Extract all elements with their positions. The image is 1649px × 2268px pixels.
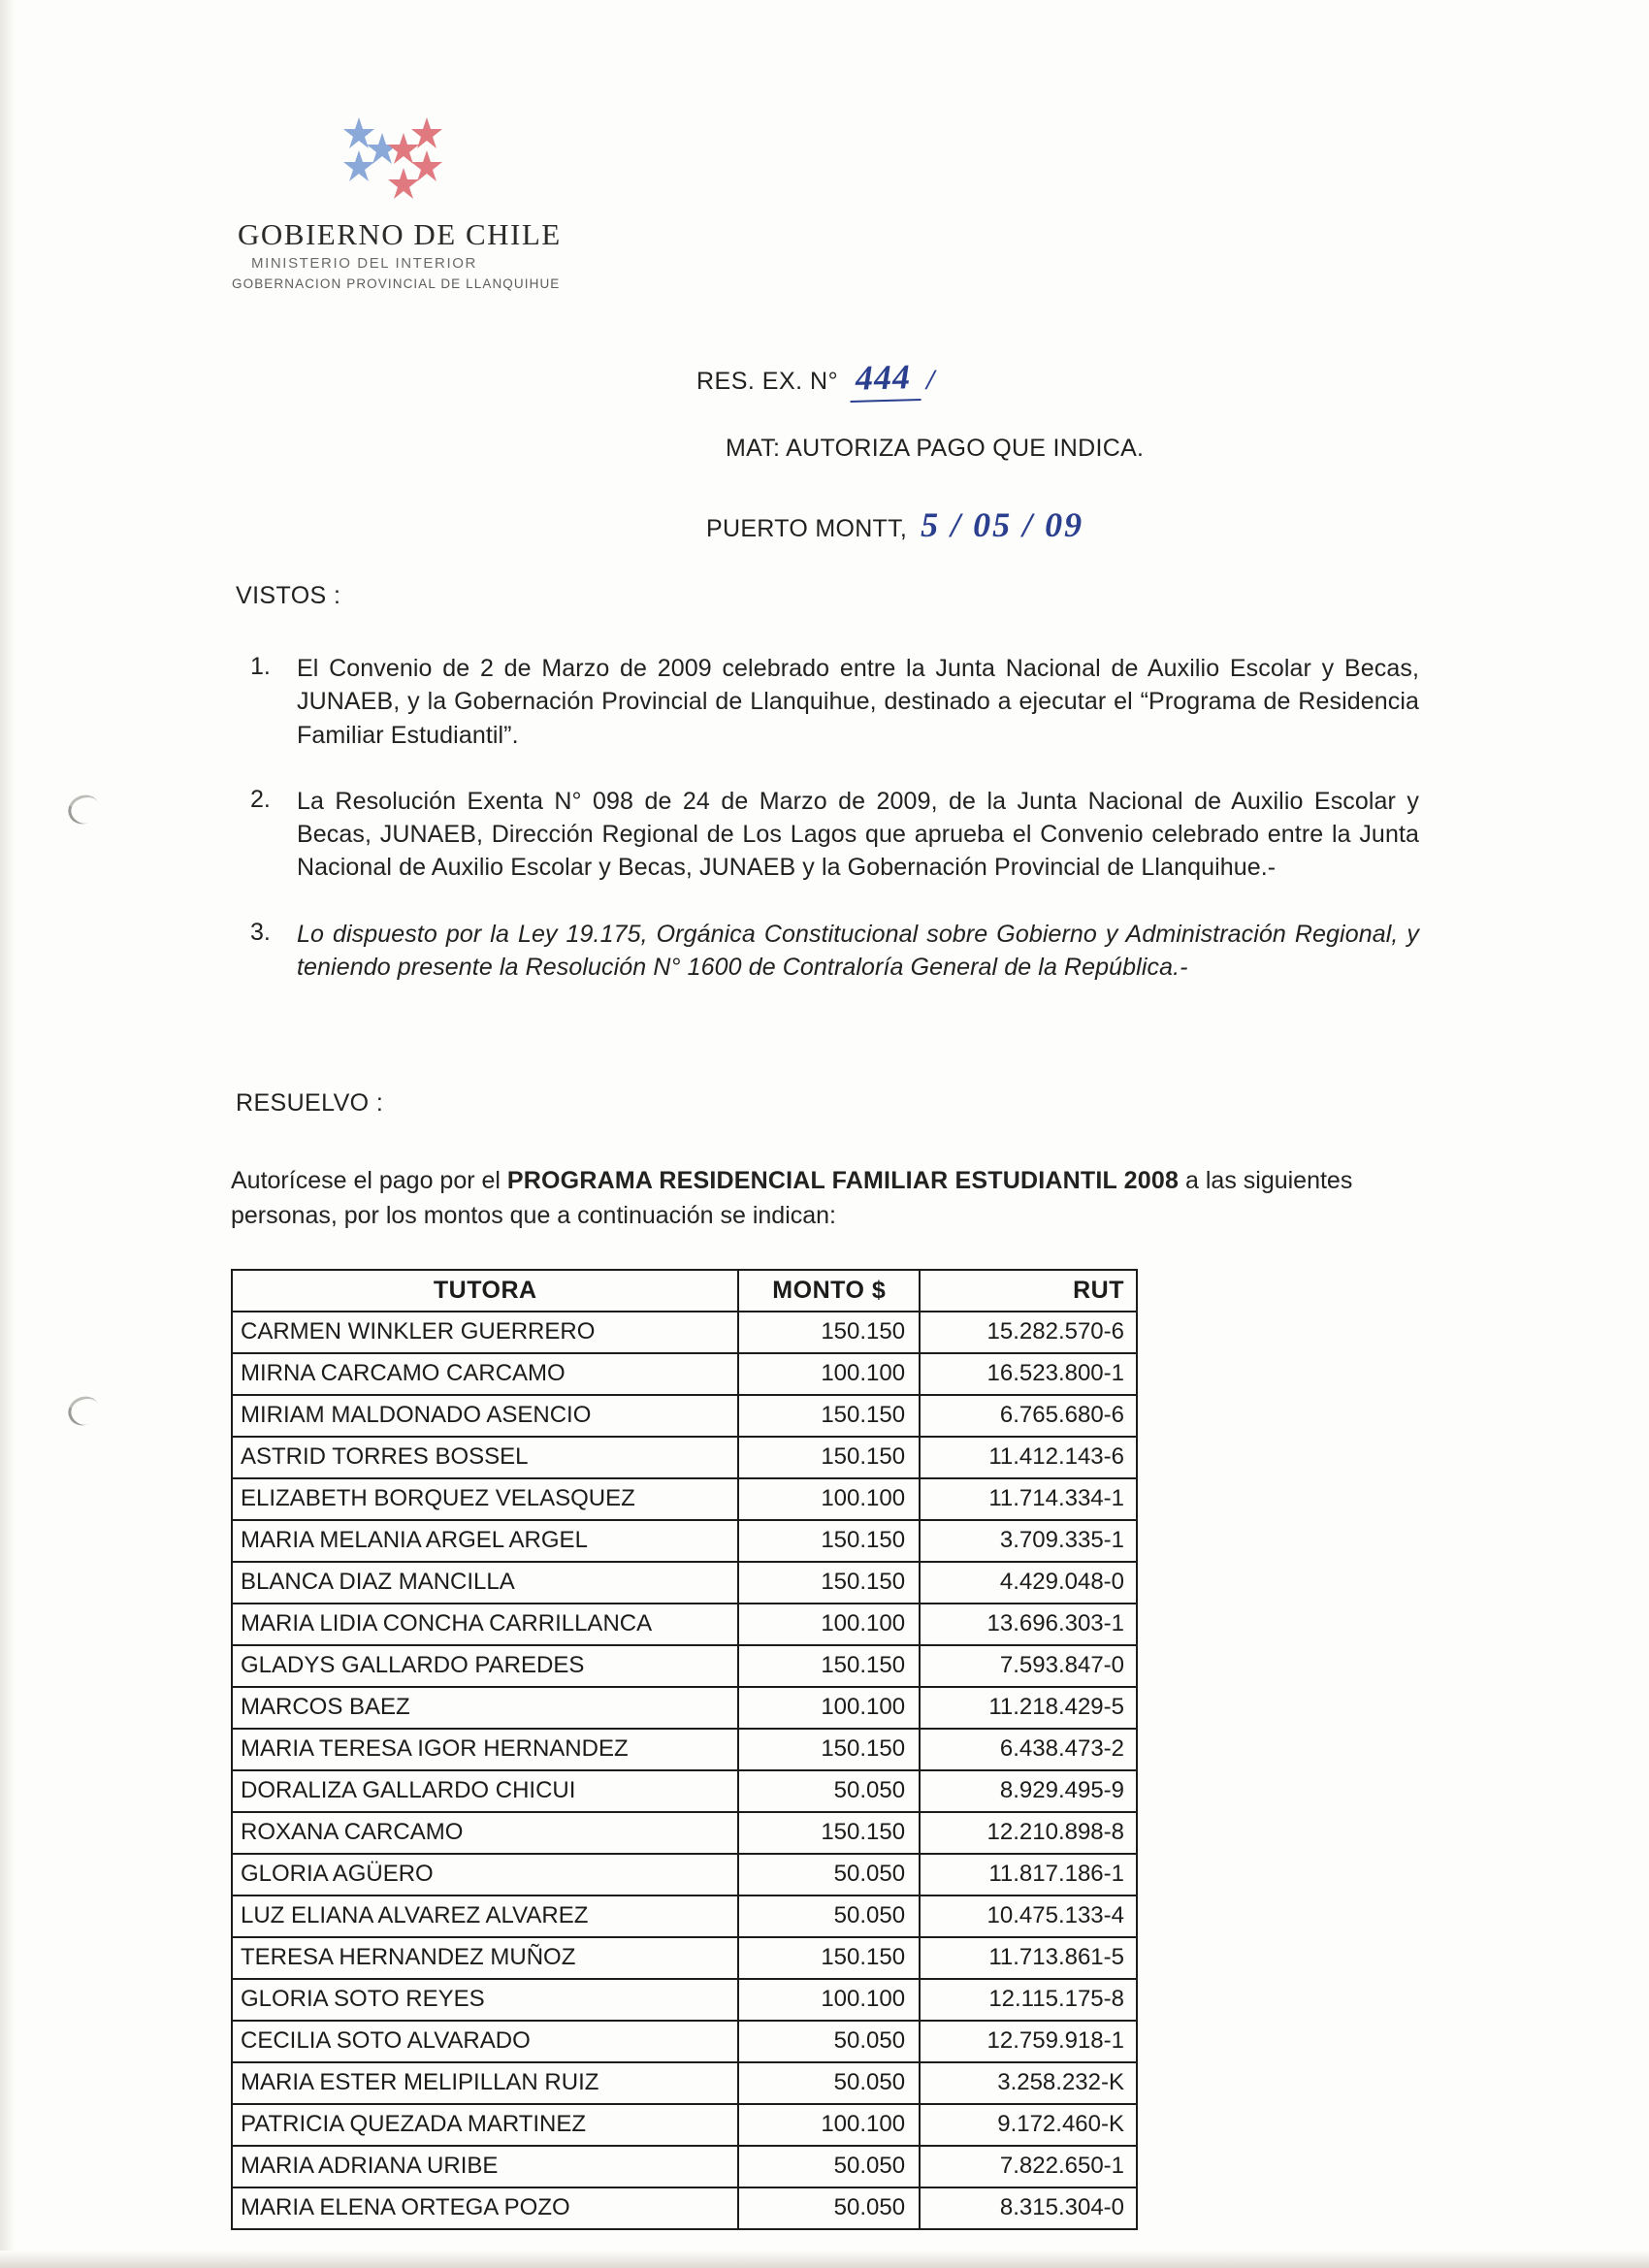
chile-government-logo xyxy=(330,112,514,213)
cell-monto: 50.050 xyxy=(738,1770,920,1812)
table-row xyxy=(232,1478,1137,1520)
list-item-text: La Resolución Exenta N° 098 de 24 de Marzo de 2009, de la Junta Nacional de Auxilio Escolar y Becas, JUNAEB, Dirección Regional de Los Lagos que aprueba el Convenio celebrado entre la Junta Nacional de Auxilio Escolar y Becas, JUNAEB y la Gobernación Provincial de Llanquihue.- xyxy=(297,787,1419,882)
cell-tutora: ELIZABETH BORQUEZ VELASQUEZ xyxy=(232,1478,738,1520)
column-header-monto: MONTO $ xyxy=(738,1270,920,1312)
cell-monto: 150.150 xyxy=(738,1395,920,1437)
cell-tutora: MIRIAM MALDONADO ASENCIO xyxy=(232,1395,738,1437)
table-row xyxy=(232,1979,1137,2021)
authorization-suffix: a las siguientes personas, por los montos que a continuación se indican: xyxy=(231,1167,1353,1229)
cell-tutora: LUZ ELIANA ALVAREZ ALVAREZ xyxy=(232,1895,738,1937)
cell-tutora: DORALIZA GALLARDO CHICUI xyxy=(232,1770,738,1812)
cell-monto: 150.150 xyxy=(738,1520,920,1562)
table-row xyxy=(232,2062,1137,2104)
hole-punch-mark xyxy=(63,790,104,828)
cell-tutora: MARIA MELANIA ARGEL ARGEL xyxy=(232,1520,738,1562)
subject-line: MAT: AUTORIZA PAGO QUE INDICA. xyxy=(726,435,1145,462)
city-label: PUERTO MONTT, xyxy=(706,515,908,542)
table-row xyxy=(232,1437,1137,1478)
cell-rut: 11.218.429-5 xyxy=(920,1687,1137,1729)
cell-tutora: PATRICIA QUEZADA MARTINEZ xyxy=(232,2104,738,2146)
cell-monto: 50.050 xyxy=(738,2187,920,2229)
table-row xyxy=(232,2104,1137,2146)
table-row xyxy=(232,1854,1137,1895)
cell-rut: 8.929.495-9 xyxy=(920,1770,1137,1812)
cell-tutora: MARIA TERESA IGOR HERNANDEZ xyxy=(232,1729,738,1770)
cell-tutora: MARIA ELENA ORTEGA POZO xyxy=(232,2187,738,2229)
cell-tutora: MARIA LIDIA CONCHA CARRILLANCA xyxy=(232,1604,738,1645)
scan-edge-bottom xyxy=(0,2251,1649,2268)
table-row xyxy=(232,1353,1137,1395)
table-row xyxy=(232,1604,1137,1645)
cell-rut: 8.315.304-0 xyxy=(920,2187,1137,2229)
column-header-rut: RUT xyxy=(920,1270,1137,1312)
cell-rut: 3.258.232-K xyxy=(920,2062,1137,2104)
cell-rut: 9.172.460-K xyxy=(920,2104,1137,2146)
letterhead-title: GOBIERNO DE CHILE xyxy=(238,217,562,251)
scan-edge-left xyxy=(0,0,16,2268)
cell-rut: 13.696.303-1 xyxy=(920,1604,1137,1645)
table-row xyxy=(232,1729,1137,1770)
cell-monto: 50.050 xyxy=(738,1895,920,1937)
cell-monto: 100.100 xyxy=(738,1604,920,1645)
cell-tutora: CECILIA SOTO ALVARADO xyxy=(232,2021,738,2062)
cell-monto: 100.100 xyxy=(738,1687,920,1729)
cell-monto: 100.100 xyxy=(738,1478,920,1520)
cell-tutora: GLORIA SOTO REYES xyxy=(232,1979,738,2021)
list-item xyxy=(250,785,1419,885)
table-row xyxy=(232,1645,1137,1687)
table-row xyxy=(232,1395,1137,1437)
vistos-heading: VISTOS : xyxy=(236,582,341,609)
table-row xyxy=(232,1770,1137,1812)
list-item-text: Lo dispuesto por la Ley 19.175, Orgánica Constitucional sobre Gobierno y Administración Regional, y teniendo presente la Resolución N° 1600 de Contraloría General de la República.- xyxy=(297,920,1419,981)
cell-rut: 6.765.680-6 xyxy=(920,1395,1137,1437)
authorization-prefix: Autorícese el pago por el xyxy=(231,1167,507,1194)
cell-rut: 4.429.048-0 xyxy=(920,1562,1137,1604)
program-name: PROGRAMA RESIDENCIAL FAMILIAR ESTUDIANTIL 2008 xyxy=(506,1167,1180,1194)
table-row xyxy=(232,1937,1137,1979)
cell-tutora: CARMEN WINKLER GUERRERO xyxy=(232,1312,738,1353)
authorization-paragraph xyxy=(231,1164,1419,1233)
table-row xyxy=(232,2146,1137,2187)
column-header-tutora: TUTORA xyxy=(232,1270,738,1312)
table-row xyxy=(232,2021,1137,2062)
resolution-number-line xyxy=(696,357,935,402)
cell-monto: 150.150 xyxy=(738,1937,920,1979)
cell-rut: 12.115.175-8 xyxy=(920,1979,1137,2021)
cell-monto: 150.150 xyxy=(738,1437,920,1478)
cell-monto: 150.150 xyxy=(738,1729,920,1770)
cell-monto: 100.100 xyxy=(738,1353,920,1395)
cell-tutora: TERESA HERNANDEZ MUÑOZ xyxy=(232,1937,738,1979)
resolution-number-handwritten: 444 xyxy=(850,356,922,403)
cell-monto: 100.100 xyxy=(738,1979,920,2021)
list-item-number: 3. xyxy=(250,918,271,946)
cell-rut: 11.412.143-6 xyxy=(920,1437,1137,1478)
cell-tutora: BLANCA DIAZ MANCILLA xyxy=(232,1562,738,1604)
payments-table-wrapper xyxy=(231,1269,1138,2230)
table-row xyxy=(232,1895,1137,1937)
list-item xyxy=(250,918,1419,985)
city-date-line xyxy=(706,504,1083,545)
cell-rut: 12.210.898-8 xyxy=(920,1812,1137,1854)
cell-rut: 6.438.473-2 xyxy=(920,1729,1137,1770)
table-row xyxy=(232,1312,1137,1353)
cell-monto: 50.050 xyxy=(738,2021,920,2062)
list-item-number: 2. xyxy=(250,785,271,813)
cell-rut: 11.714.334-1 xyxy=(920,1478,1137,1520)
resolution-number-slash: / xyxy=(926,364,936,396)
cell-tutora: GLORIA AGÜERO xyxy=(232,1854,738,1895)
cell-rut: 10.475.133-4 xyxy=(920,1895,1137,1937)
letterhead-subtitle-ministry: MINISTERIO DEL INTERIOR xyxy=(251,255,477,272)
cell-rut: 11.817.186-1 xyxy=(920,1854,1137,1895)
cell-tutora: MARCOS BAEZ xyxy=(232,1687,738,1729)
hole-punch-mark xyxy=(63,1391,104,1430)
payments-table xyxy=(231,1269,1138,2230)
cell-rut: 15.282.570-6 xyxy=(920,1312,1137,1353)
cell-monto: 150.150 xyxy=(738,1562,920,1604)
table-row xyxy=(232,1562,1137,1604)
cell-monto: 150.150 xyxy=(738,1312,920,1353)
list-item-number: 1. xyxy=(250,653,271,680)
cell-monto: 50.050 xyxy=(738,2062,920,2104)
cell-rut: 11.713.861-5 xyxy=(920,1937,1137,1979)
vistos-list xyxy=(250,652,1419,1017)
list-item-text: El Convenio de 2 de Marzo de 2009 celebrado entre la Junta Nacional de Auxilio Escolar y Becas, JUNAEB, y la Gobernación Provincial de Llanquihue, destinado a ejecutar el “Programa de Residencia Familiar Estudiantil”. xyxy=(297,655,1419,749)
payments-table-body xyxy=(232,1312,1137,2229)
table-row xyxy=(232,2187,1137,2229)
list-item xyxy=(250,652,1419,752)
cell-monto: 50.050 xyxy=(738,2146,920,2187)
cell-monto: 150.150 xyxy=(738,1812,920,1854)
cell-rut: 7.593.847-0 xyxy=(920,1645,1137,1687)
cell-rut: 3.709.335-1 xyxy=(920,1520,1137,1562)
cell-tutora: ASTRID TORRES BOSSEL xyxy=(232,1437,738,1478)
letterhead xyxy=(232,112,655,291)
table-row xyxy=(232,1520,1137,1562)
resolution-label: RES. EX. N° xyxy=(696,368,839,395)
cell-rut: 12.759.918-1 xyxy=(920,2021,1137,2062)
cell-tutora: MARIA ADRIANA URIBE xyxy=(232,2146,738,2187)
resuelvo-heading: RESUELVO : xyxy=(236,1089,384,1117)
cell-tutora: ROXANA CARCAMO xyxy=(232,1812,738,1854)
cell-monto: 100.100 xyxy=(738,2104,920,2146)
table-row xyxy=(232,1687,1137,1729)
cell-rut: 16.523.800-1 xyxy=(920,1353,1137,1395)
cell-monto: 50.050 xyxy=(738,1854,920,1895)
cell-tutora: MIRNA CARCAMO CARCAMO xyxy=(232,1353,738,1395)
date-handwritten: 5 / 05 / 09 xyxy=(921,505,1084,544)
table-header-row xyxy=(232,1270,1137,1312)
cell-rut: 7.822.650-1 xyxy=(920,2146,1137,2187)
cell-monto: 150.150 xyxy=(738,1645,920,1687)
letterhead-subtitle-office: GOBERNACION PROVINCIAL DE LLANQUIHUE xyxy=(232,276,561,291)
cell-tutora: GLADYS GALLARDO PAREDES xyxy=(232,1645,738,1687)
table-row xyxy=(232,1812,1137,1854)
cell-tutora: MARIA ESTER MELIPILLAN RUIZ xyxy=(232,2062,738,2104)
